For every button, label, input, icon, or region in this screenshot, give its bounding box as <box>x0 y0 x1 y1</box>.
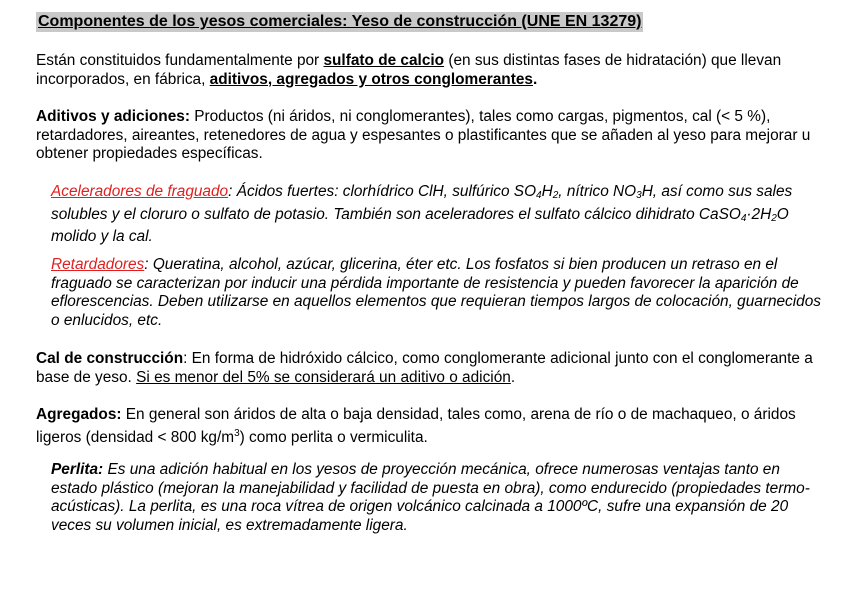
aceleradores-paragraph <box>51 183 821 247</box>
retardadores-text: : Queratina, alcohol, azúcar, glicerina, éter etc. Los fosfatos si bien producen un retraso en el fraguado se caracterizan por inducir una pérdida importante de resistencia y pueden favorecer la aparición de eflorescencias. Deben utilizarse en aquellos elementos que requieran tiempos largos de colocación, guarnecidos o enlucidos, etc. <box>51 256 821 329</box>
cal-text-2: . <box>510 368 516 386</box>
aditivos-text: Productos (ni áridos, ni conglomerantes), tales como cargas, pigmentos, cal (< 5 %), retardadores, aireantes, retenedores de agua y espesantes o plastificantes que se añaden al yeso para mejorar u obtener propiedades específicas. <box>36 108 811 163</box>
agregados-text-1: En general son áridos de alta o baja densidad, tales como, arena de río o de machaqueo, o áridos ligeros (densidad < 800 kg/m <box>36 406 796 446</box>
aditivos-label: Aditivos y adiciones: <box>36 108 190 125</box>
aceleradores-text-4: H, así como sus sales solubles y el cloruro o sulfato de potasio. También son aceleradores el sulfato cálcico dihidrato CaSO <box>51 183 793 223</box>
aditivos-paragraph <box>36 108 816 164</box>
intro-text-2: (en sus distintas fases de hidratación) que llevan incorporados, en fábrica, <box>36 52 782 88</box>
intro-paragraph <box>36 52 816 89</box>
aceleradores-text-1: : Ácidos fuertes: clorhídrico ClH, sulfúrico SO <box>228 183 537 200</box>
perlita-text: Es una adición habitual en los yesos de proyección mecánica, ofrece numerosas ventajas tanto en estado plástico (mejoran la manejabilidad y facilidad de puesta en obra), como endurecido (propiedades termo-acústicas). La perlita, es una roca vítrea de origen volcánico calcinada a 1000ºC, sufre una expansión de 20 veces su volumen inicial, es extremadamente ligera. <box>51 461 810 534</box>
aceleradores-sub-4: 4 <box>740 212 747 224</box>
cal-paragraph <box>36 350 816 387</box>
retardadores-paragraph <box>51 256 821 330</box>
perlita-paragraph <box>51 461 821 535</box>
cal-label: Cal de construcción <box>36 350 184 367</box>
intro-keyword-sulfato: sulfato de calcio <box>323 52 445 69</box>
agregados-text-2: ) como perlita o vermiculita. <box>239 428 428 446</box>
page-title: Componentes de los yesos comerciales: Yeso de construcción (UNE EN 13279) <box>38 13 642 30</box>
aceleradores-label: Aceleradores de fraguado <box>51 183 229 200</box>
aceleradores-text-3: , nítrico NO <box>558 183 637 200</box>
aceleradores-sub-1: 4 <box>536 190 542 201</box>
intro-keyword-aditivos: aditivos, agregados y otros conglomerantes <box>209 70 533 88</box>
agregados-paragraph <box>36 406 816 447</box>
aceleradores-text-2: H <box>541 183 553 200</box>
agregados-sup: 3 <box>234 427 240 439</box>
aceleradores-text-5: ·2H <box>746 205 772 223</box>
retardadores-label: Retardadores <box>51 256 145 273</box>
perlita-label: Perlita: <box>51 461 104 478</box>
aceleradores-sub-3: 3 <box>636 190 642 201</box>
aceleradores-text-6: O molido y la cal. <box>51 205 789 246</box>
cal-text-1: : En forma de hidróxido cálcico, como conglomerante adicional junto con el conglomerante a base de yeso. <box>36 350 813 386</box>
aceleradores-sub-2: 2 <box>552 190 559 201</box>
intro-text-1: Están constituidos fundamentalmente por <box>36 52 324 69</box>
intro-text-3: . <box>532 70 538 88</box>
cal-underlined-text: Si es menor del 5% se considerará un aditivo o adición <box>136 368 511 386</box>
aceleradores-sub-5: 2 <box>771 212 777 224</box>
agregados-label: Agregados: <box>36 406 122 423</box>
